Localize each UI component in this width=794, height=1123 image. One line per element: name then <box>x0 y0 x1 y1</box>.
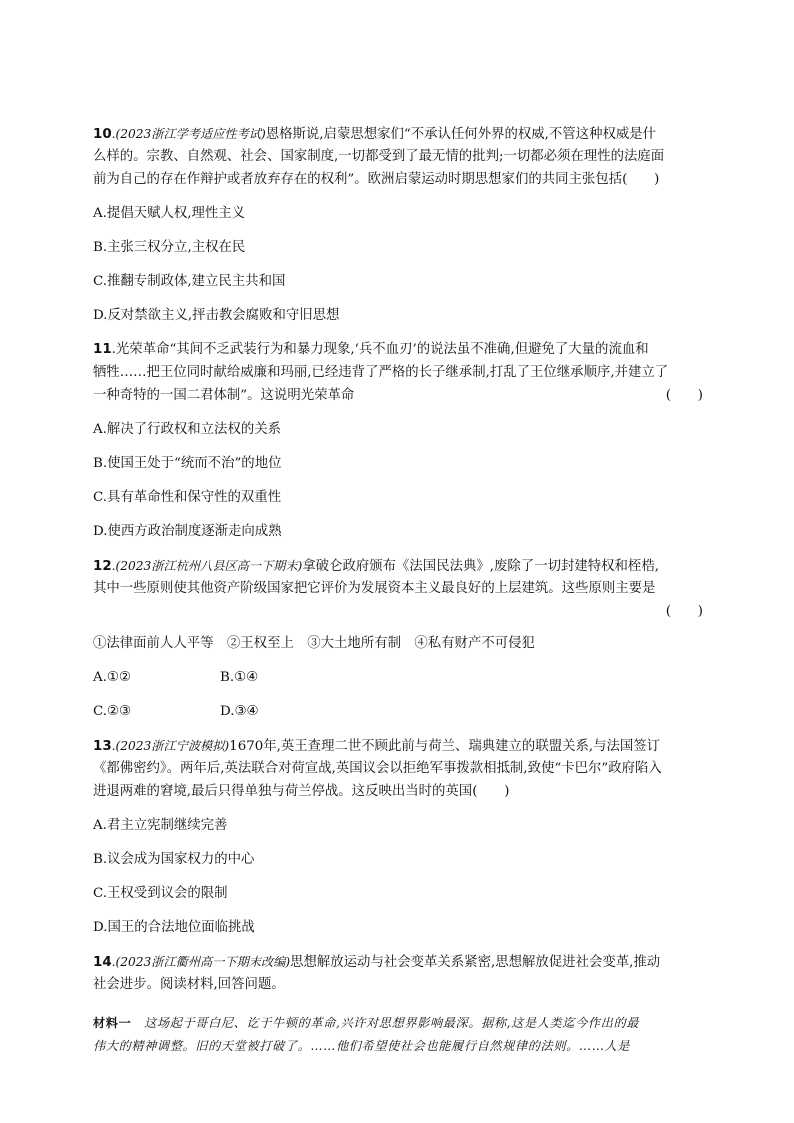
q14-line1 <box>93 952 703 973</box>
q12-number: 12 <box>93 559 112 574</box>
q12-answer-paren: ( ) <box>665 604 703 619</box>
q14-source: .(2023浙江衢州高一下期末改编) <box>111 955 291 969</box>
q14-material-line1 <box>93 1013 703 1033</box>
q13-source: .(2023浙江宁波模拟) <box>111 739 230 753</box>
q13-line3: 进退两难的窘境,最后只得单独与荷兰停战。这反映出当时的英国( ) <box>93 784 510 799</box>
q13-text-1: 1670年,英王查理二世不顾此前与荷兰、瑞典建立的联盟关系,与法国签订 <box>229 739 661 754</box>
q13-option-b: B.议会成为国家权力的中心 <box>93 852 255 867</box>
q12-option-b: B.①④ <box>220 670 259 685</box>
q10-option-b: B.主张三权分立,主权在民 <box>93 240 246 255</box>
q11-number: 11 <box>93 342 112 357</box>
q12-options-row2 <box>93 702 703 722</box>
q11-text-1: .光荣革命“其间不乏武装行为和暴力现象,‘兵不血刃’的说法虽不准确,但避免了大量的流血和 <box>111 342 649 357</box>
q13-number: 13 <box>93 739 112 754</box>
q12-text-1: 拿破仑政府颁布《法国民法典》,废除了一切封建特权和桎梏, <box>302 559 659 574</box>
q11-option-a: A.解决了行政权和立法权的关系 <box>93 422 282 437</box>
q10-option-a: A.提倡天赋人权,理性主义 <box>93 206 246 221</box>
q13-option-d: D.国王的合法地位面临挑战 <box>93 920 255 935</box>
q11-answer-paren: ( ) <box>665 388 703 403</box>
q11-option-c: C.具有革命性和保守性的双重性 <box>93 490 282 505</box>
q14-number: 14 <box>93 955 112 970</box>
q13-line1 <box>93 736 703 757</box>
q11-line3 <box>93 386 703 406</box>
q10-line2: 么样的。宗教、自然观、社会、国家制度,一切都受到了最无情的批判;一切都必须在理性的法庭面 <box>93 149 665 164</box>
q12-line1 <box>93 556 703 577</box>
q10-option-d: D.反对禁欲主义,抨击教会腐败和守旧思想 <box>93 308 340 323</box>
q11-option-b: B.使国王处于“统而不治”的地位 <box>93 456 282 471</box>
q13-option-c: C.王权受到议会的限制 <box>93 886 228 901</box>
q11-option-d: D.使西方政治制度逐渐走向成熟 <box>93 524 282 539</box>
q10-option-c: C.推翻专制政体,建立民主共和国 <box>93 274 286 289</box>
q13-line2: 《都佛密约》。两年后,英法联合对荷宣战,英国议会以拒绝军事拨款相抵制,致使“卡巴尔”政府陷入 <box>93 761 662 776</box>
q12-options-row1 <box>93 668 703 688</box>
q11-text-3: 一种奇特的一国二君体制”。这说明光荣革命 <box>93 388 355 403</box>
q12-line2: 其中一些原则使其他资产阶级国家把它评价为发展资本主义最良好的上层建筑。这些原则主要是 <box>93 581 656 596</box>
q10-text-1: 恩格斯说,启蒙思想家们“不承认任何外界的权威,不管这种权威是什 <box>265 127 657 142</box>
q12-items: ①法律面前人人平等 ②王权至上 ③大土地所有制 ④私有财产不可侵犯 <box>93 636 535 651</box>
q10-line1 <box>93 124 703 145</box>
q12-source: .(2023浙江杭州八县区高一下期末) <box>111 559 303 573</box>
q10-line3: 前为自己的存在作辩护或者放弃存在的权利”。欧洲启蒙运动时期思想家们的共同主张包括( ) <box>93 172 660 187</box>
q14-line2: 社会进步。阅读材料,回答问题。 <box>93 977 285 992</box>
q11-line1 <box>93 340 703 360</box>
q14-material-line2: 伟大的精神调整。旧的天堂被打破了。……他们希望使社会也能履行自然规律的法则。……人是 <box>93 1039 631 1053</box>
q10-source: .(2023浙江学考适应性考试) <box>111 127 266 141</box>
q12-option-a: A.①② <box>93 670 131 685</box>
q14-material-text-1: 这场起于哥白尼、讫于牛顿的革命,兴许对思想界影响最深。据称,这是人类迄今作出的最 <box>131 1016 640 1030</box>
q12-option-c: C.②③ <box>93 704 132 719</box>
q13-option-a: A.君主立宪制继续完善 <box>93 818 228 833</box>
q14-text-1: 思想解放运动与社会变革关系紧密,思想解放促进社会变革,推动 <box>290 955 661 970</box>
q14-material-label: 材料一 <box>93 1016 132 1030</box>
q10-number: 10 <box>93 127 112 142</box>
q11-line2: 牺牲……把王位同时献给威廉和玛丽,已经违背了严格的长子继承制,打乱了王位继承顺序,并建立了 <box>93 365 669 380</box>
q12-option-d: D.③④ <box>220 704 259 719</box>
